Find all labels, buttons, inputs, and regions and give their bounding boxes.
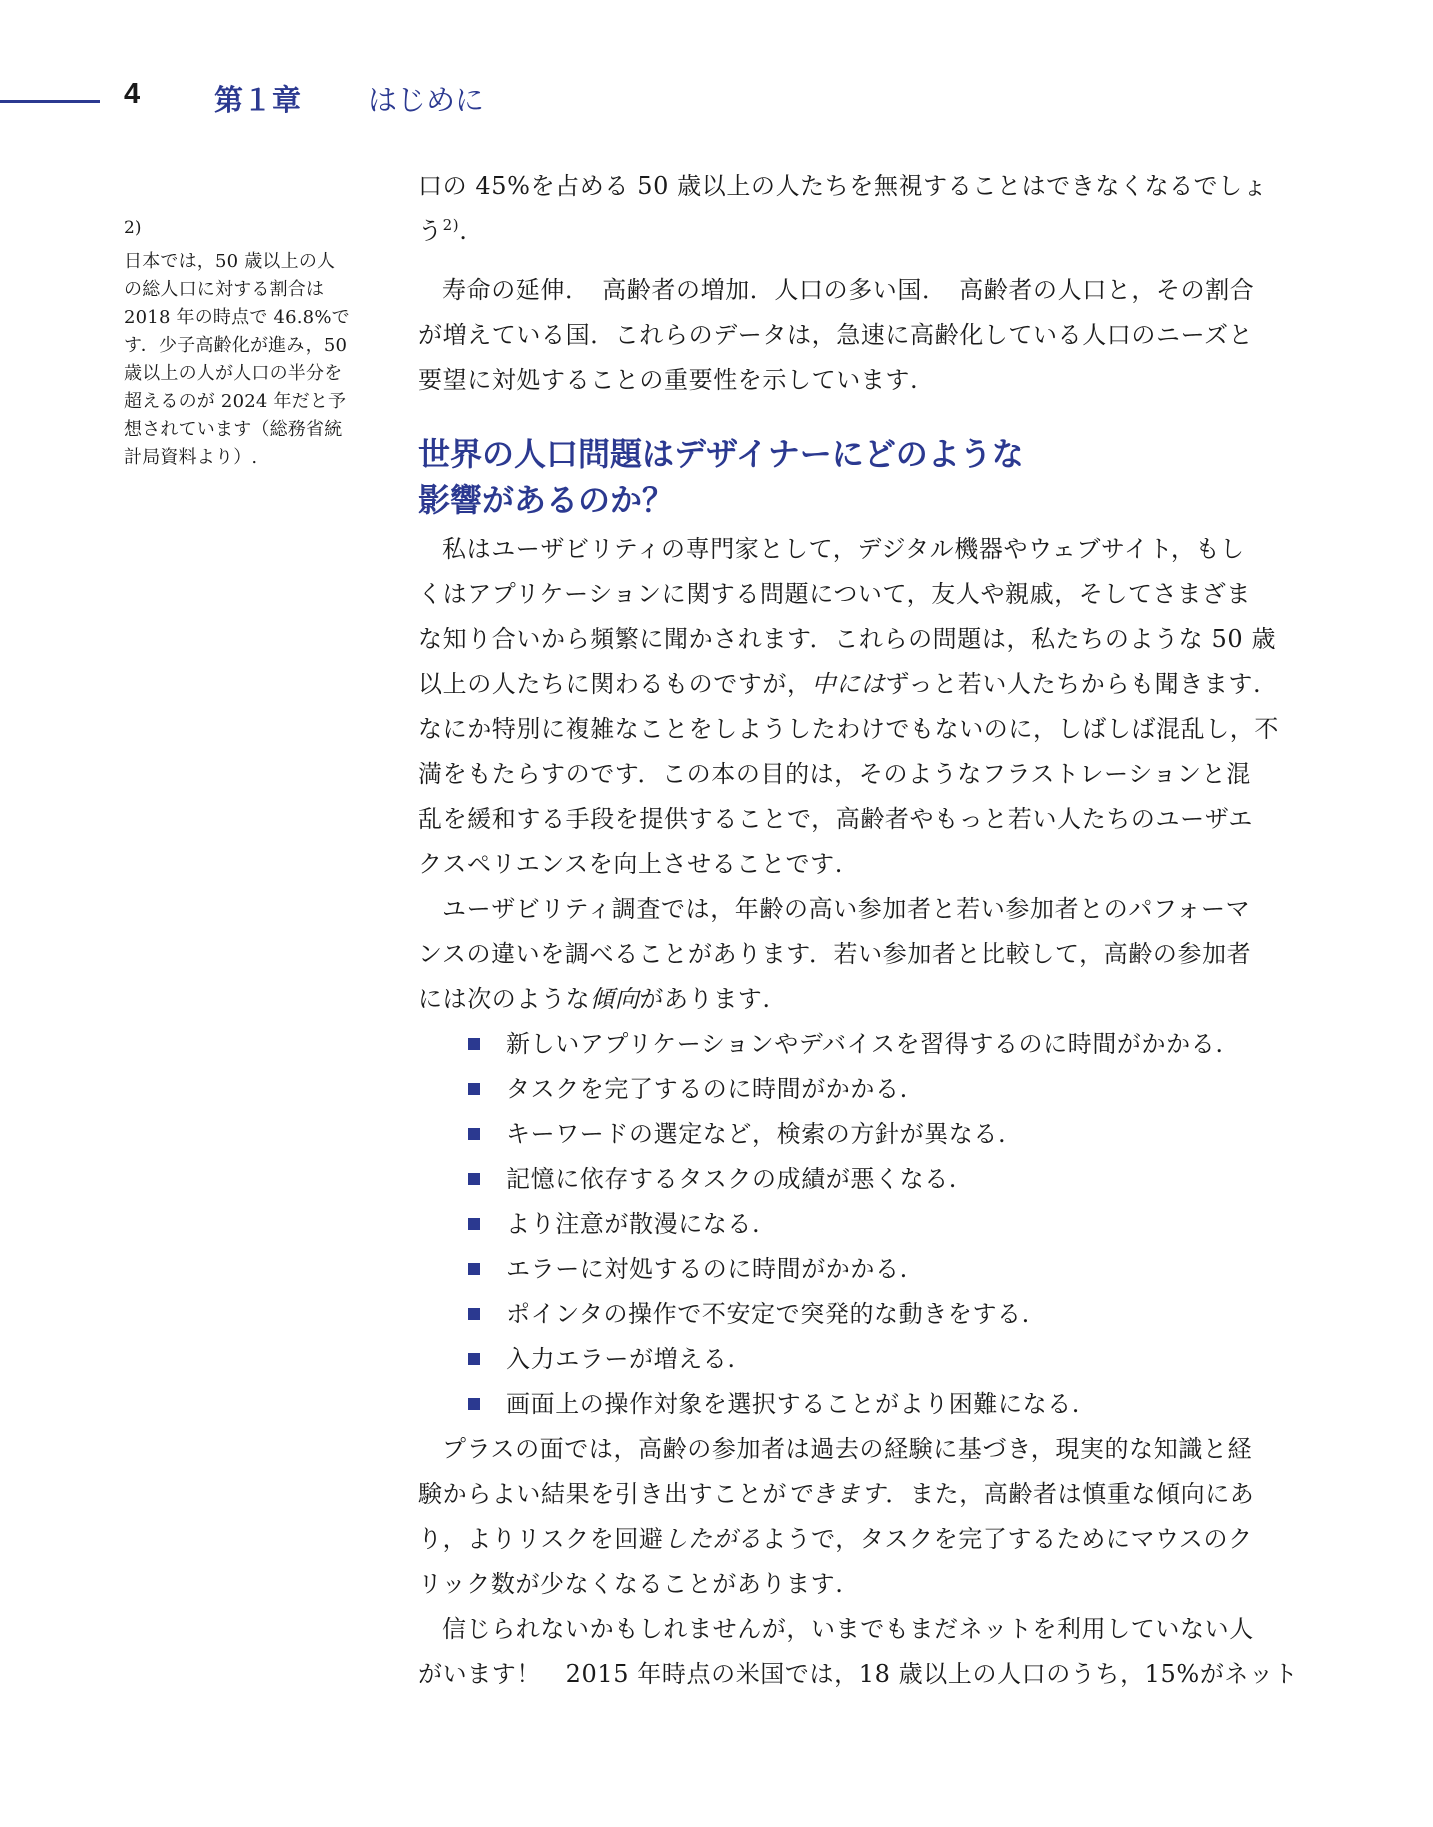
- header-rule: [0, 100, 100, 103]
- text-line: なにか特別に複雑なことをしようしたわけでもないのに，しばしば混乱し，不: [418, 715, 1279, 743]
- text-line: 寿命の延伸． 高齢者の増加．人口の多い国． 高齢者の人口と，その割合: [442, 276, 1255, 304]
- bullet-square-icon: [468, 1308, 480, 1320]
- bullet-square-icon: [468, 1173, 480, 1185]
- text-span: う: [418, 217, 443, 245]
- side-note-line: 2018 年の時点で 46.8%で: [124, 307, 350, 328]
- text-line: 要望に対処することの重要性を示しています.: [418, 366, 919, 394]
- footnote-marker: 2): [124, 218, 142, 238]
- emphasis-text: 中には: [811, 670, 886, 698]
- text-line: 私はユーザビリティの専門家として，デジタル機器やウェブサイト，もし: [442, 535, 1245, 563]
- list-item-text: 入力エラーが増える.: [506, 1345, 736, 1373]
- text-span: 以上の人たちに関わるものですが，: [418, 670, 812, 698]
- text-span: ようで，タスクを完了するためにマウスのク: [761, 1525, 1253, 1553]
- chapter-label: 第１章: [214, 85, 302, 117]
- list-item-text: エラーに対処するのに時間がかかる.: [506, 1255, 908, 1283]
- bullet-square-icon: [468, 1263, 480, 1275]
- text-line: 信じられないかもしれませんが，いまでもまだネットを利用していない人: [442, 1615, 1254, 1643]
- side-note-line: 計局資料より）.: [124, 447, 258, 468]
- footnote-ref[interactable]: 2): [442, 216, 460, 234]
- text-line: がいます！ 2015 年時点の米国では，18 歳以上の人口のうち，15%がネット: [418, 1660, 1299, 1688]
- paragraph-3: [418, 527, 1302, 887]
- section-heading-line: 世界の人口問題はデザイナーにどのような: [418, 436, 1024, 472]
- tendency-list: [418, 1022, 1302, 1427]
- list-item: [418, 1382, 1302, 1427]
- bullet-square-icon: [468, 1218, 480, 1230]
- list-item: [418, 1022, 1302, 1067]
- paragraph-1: [418, 164, 1302, 254]
- side-note-line: 超えるのが 2024 年だと予: [124, 391, 347, 412]
- text-line: くはアプリケーションに関する問題について，友人や親戚，そしてさまざま: [418, 580, 1252, 608]
- text-line: ユーザビリティ調査では，年齢の高い参加者と若い参加者とのパフォーマ: [442, 895, 1251, 923]
- list-item: [418, 1337, 1302, 1382]
- text-line: [418, 662, 1302, 707]
- text-line: 口の 45%を占める 50 歳以上の人たちを無視することはできなくなるでしょ: [418, 172, 1268, 200]
- text-line: [418, 209, 1302, 254]
- text-span: り，よりリスクを回避: [418, 1525, 664, 1553]
- paragraph-5: [418, 1427, 1302, 1607]
- section-heading: [418, 431, 1302, 523]
- text-line: [418, 1517, 1302, 1562]
- paragraph-4: [418, 887, 1302, 1022]
- side-note-line: す．少子高齢化が進み，50: [124, 335, 348, 356]
- bullet-square-icon: [468, 1083, 480, 1095]
- emphasis-text: したがる: [663, 1525, 762, 1553]
- text-span: ．また，高齢者は慎重な傾向にあ: [885, 1480, 1255, 1508]
- text-span: .: [459, 217, 468, 245]
- emphasis-text: 傾向: [590, 985, 640, 1013]
- bullet-square-icon: [468, 1038, 480, 1050]
- paragraph-6: [418, 1607, 1302, 1697]
- list-item-text: 記憶に依存するタスクの成績が悪くなる.: [506, 1165, 958, 1193]
- list-item-text: キーワードの選定など，検索の方針が異なる.: [506, 1120, 1007, 1148]
- section-heading-line: 影響があるのか？: [418, 482, 675, 518]
- list-item: [418, 1202, 1302, 1247]
- text-line: クスペリエンスを向上させることです.: [418, 850, 843, 878]
- list-item: [418, 1067, 1302, 1112]
- text-span: があります.: [639, 985, 771, 1013]
- text-span: には次のような: [418, 985, 591, 1013]
- emphasis-text: できます: [787, 1480, 886, 1508]
- list-item: [418, 1247, 1302, 1292]
- paragraph-2: [418, 268, 1302, 403]
- text-line: 乱を緩和する手段を提供することで，高齢者やもっと若い人たちのユーザエ: [418, 805, 1253, 833]
- text-line: プラスの面では，高齢の参加者は過去の経験に基づき，現実的な知識と経: [442, 1435, 1253, 1463]
- list-item-text: 新しいアプリケーションやデバイスを習得するのに時間がかかる.: [506, 1030, 1224, 1058]
- list-item-text: 画面上の操作対象を選択することがより困難になる.: [506, 1390, 1081, 1418]
- side-note-line: の総人口に対する割合は: [124, 279, 325, 300]
- text-line: ンスの違いを調べることがあります．若い参加者と比較して，高齢の参加者: [418, 940, 1252, 968]
- text-span: ずっと若い人たちからも聞きます.: [885, 670, 1262, 698]
- list-item-text: タスクを完了するのに時間がかかる.: [506, 1075, 908, 1103]
- text-line: が増えている国．これらのデータは，急速に高齢化している人口のニーズと: [418, 321, 1254, 349]
- text-line: 満をもたらすのです．この本の目的は，そのようなフラストレーションと混: [418, 760, 1251, 788]
- main-text: [418, 164, 1302, 1697]
- side-note: [124, 214, 364, 472]
- list-item: [418, 1292, 1302, 1337]
- page-number: 4: [124, 78, 141, 110]
- text-line: リック数が少なくなることがあります.: [418, 1570, 844, 1598]
- list-item-text: より注意が散漫になる.: [506, 1210, 761, 1238]
- list-item: [418, 1112, 1302, 1157]
- side-note-line: 歳以上の人が人口の半分を: [124, 363, 343, 384]
- chapter-title: はじめに: [368, 85, 485, 117]
- side-note-line: 想されています（総務省統: [124, 419, 343, 440]
- list-item: [418, 1157, 1302, 1202]
- bullet-square-icon: [468, 1398, 480, 1410]
- bullet-square-icon: [468, 1353, 480, 1365]
- text-line: [418, 977, 1302, 1022]
- text-span: 験からよい結果を引き出すことが: [418, 1480, 787, 1508]
- list-item-text: ポインタの操作で不安定で突発的な動きをする.: [506, 1300, 1030, 1328]
- text-line: [418, 1472, 1302, 1517]
- bullet-square-icon: [468, 1128, 480, 1140]
- side-note-line: 日本では，50 歳以上の人: [124, 251, 336, 272]
- text-line: な知り合いから頻繁に聞かされます．これらの問題は，私たちのような 50 歳: [418, 625, 1277, 653]
